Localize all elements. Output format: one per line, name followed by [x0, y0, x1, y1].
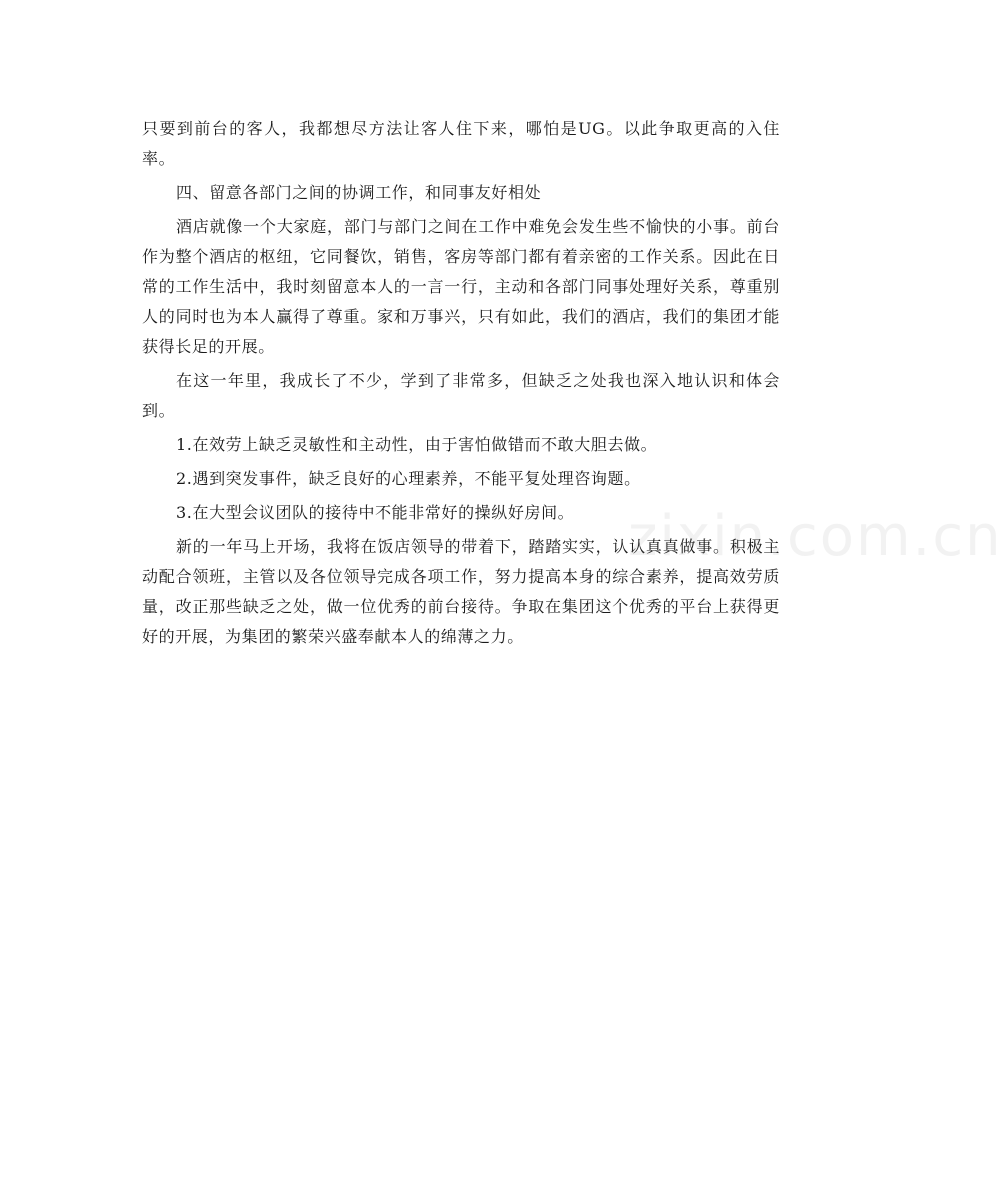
paragraph-3: 酒店就像一个大家庭，部门与部门之间在工作中难免会发生些不愉快的小事。前台作为整个酒店的枢纽，它同餐饮，销售，客房等部门都有着亲密的工作关系。因此在日常的工作生活中，我时刻留意本人的一言一行，主动和各部门同事处理好关系，尊重别人的同时也为本人赢得了尊重。家和万事兴，只有如此，我们的酒店，我们的集团才能获得长足的开展。: [142, 217, 780, 356]
list-item-1: 1.在效劳上缺乏灵敏性和主动性，由于害怕做错而不敢大胆去做。: [176, 435, 658, 454]
watermark-text: zixin.com.cn: [628, 504, 1003, 569]
document-body: [142, 114, 780, 656]
paragraph-1: 只要到前台的客人，我都想尽方法让客人住下来，哪怕是UG。以此争取更高的入住率。: [142, 119, 780, 168]
list-item-2: 2.遇到突发事件，缺乏良好的心理素养，不能平复处理咨询题。: [176, 469, 641, 488]
paragraph-8: 新的一年马上开场，我将在饭店领导的带着下，踏踏实实，认认真真做事。积极主动配合领班，主管以及各位领导完成各项工作，努力提高本身的综合素养，提高效劳质量，改正那些缺乏之处，做一位优秀的前台接待。争取在集团这个优秀的平台上获得更好的开展，为集团的繁荣兴盛奉献本人的绵薄之力。: [142, 537, 780, 646]
list-item-3: 3.在大型会议团队的接待中不能非常好的操纵好房间。: [176, 503, 575, 522]
paragraph-4: 在这一年里，我成长了不少，学到了非常多，但缺乏之处我也深入地认识和体会到。: [142, 371, 780, 420]
section-heading-4: 四、留意各部门之间的协调工作，和同事友好相处: [176, 183, 542, 202]
